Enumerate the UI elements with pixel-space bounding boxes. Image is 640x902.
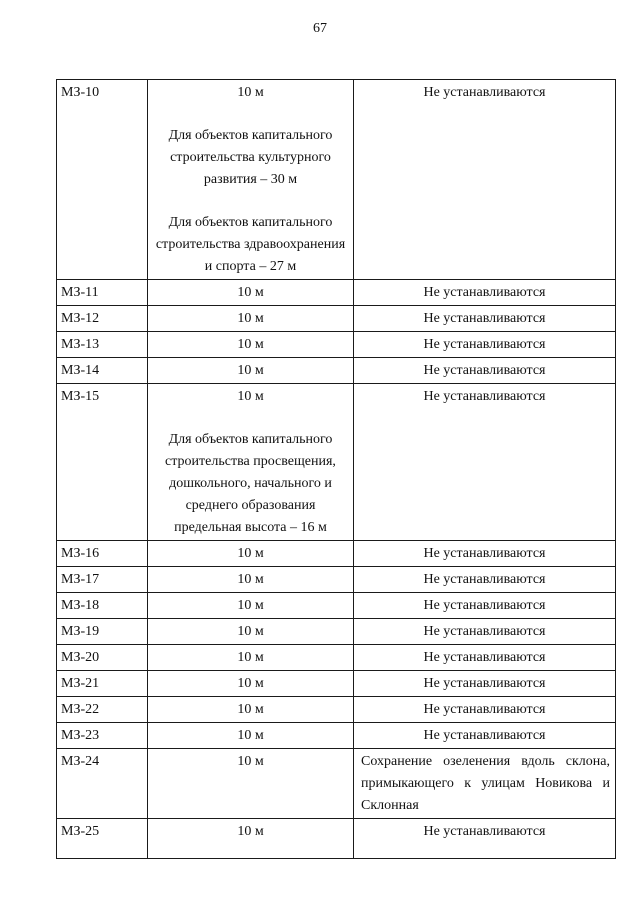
zone-code: МЗ-14 xyxy=(57,358,148,384)
max-height: 10 м xyxy=(148,749,354,819)
table-row xyxy=(57,384,616,541)
zone-code: МЗ-18 xyxy=(57,593,148,619)
max-height: 10 м xyxy=(148,723,354,749)
restriction-cell: Не устанавливаются xyxy=(354,645,616,671)
height-note: Для объектов капитального строительства просвещения, дошкольного, начального и среднего образования предельная высота – 16 м xyxy=(165,432,336,535)
table-row xyxy=(57,541,616,567)
zone-code: МЗ-23 xyxy=(57,723,148,749)
restriction-cell: Не устанавливаются xyxy=(354,541,616,567)
max-height: 10 м xyxy=(148,819,354,859)
restriction-cell: Сохранение озеленения вдоль склона, примыкающего к улицам Новикова и Склонная xyxy=(354,749,616,819)
restriction-cell: Не устанавливаются xyxy=(354,567,616,593)
restriction-cell: Не устанавливаются xyxy=(354,697,616,723)
table-row xyxy=(57,819,616,859)
table-row xyxy=(57,749,616,819)
max-height: 10 м xyxy=(148,280,354,306)
zone-code: МЗ-25 xyxy=(57,819,148,859)
max-height: 10 м xyxy=(148,619,354,645)
zone-code: МЗ-20 xyxy=(57,645,148,671)
max-height: 10 м xyxy=(148,332,354,358)
max-height: 10 м xyxy=(148,593,354,619)
max-height: 10 м xyxy=(148,645,354,671)
zone-code: МЗ-16 xyxy=(57,541,148,567)
height-cell xyxy=(148,384,354,541)
table-row xyxy=(57,645,616,671)
table-row xyxy=(57,697,616,723)
max-height: 10 м xyxy=(148,541,354,567)
restriction-cell: Не устанавливаются xyxy=(354,306,616,332)
table-row xyxy=(57,723,616,749)
zone-code: МЗ-24 xyxy=(57,749,148,819)
restriction-cell: Не устанавливаются xyxy=(354,80,616,280)
table-row xyxy=(57,619,616,645)
zone-code: МЗ-11 xyxy=(57,280,148,306)
restriction-cell: Не устанавливаются xyxy=(354,619,616,645)
restriction-cell: Не устанавливаются xyxy=(354,332,616,358)
zone-code: МЗ-21 xyxy=(57,671,148,697)
max-height: 10 м xyxy=(148,671,354,697)
restriction-cell: Не устанавливаются xyxy=(354,358,616,384)
zone-code: МЗ-12 xyxy=(57,306,148,332)
restriction-cell: Не устанавливаются xyxy=(354,593,616,619)
height-cell xyxy=(148,80,354,280)
table-row xyxy=(57,671,616,697)
table-row xyxy=(57,332,616,358)
max-height: 10 м xyxy=(148,567,354,593)
height-note: Для объектов капитального строительства здравоохранения и спорта – 27 м xyxy=(155,215,346,274)
zone-code: МЗ-22 xyxy=(57,697,148,723)
max-height: 10 м xyxy=(148,358,354,384)
page-number: 67 xyxy=(313,21,327,36)
table-row xyxy=(57,593,616,619)
table-row xyxy=(57,567,616,593)
max-height: 10 м xyxy=(148,697,354,723)
restriction-cell: Не устанавливаются xyxy=(354,671,616,697)
zone-regulations-table xyxy=(56,79,616,859)
max-height: 10 м xyxy=(237,389,264,404)
restriction-cell: Не устанавливаются xyxy=(354,723,616,749)
height-note: Для объектов капитального строительства культурного развития – 30 м xyxy=(168,128,333,187)
table-row xyxy=(57,306,616,332)
zone-code: МЗ-15 xyxy=(57,384,148,541)
zone-code: МЗ-10 xyxy=(57,80,148,280)
zone-code: МЗ-19 xyxy=(57,619,148,645)
restriction-cell: Не устанавливаются xyxy=(354,819,616,859)
zone-code: МЗ-17 xyxy=(57,567,148,593)
table-row xyxy=(57,358,616,384)
restriction-cell: Не устанавливаются xyxy=(354,384,616,541)
max-height: 10 м xyxy=(148,306,354,332)
table-row xyxy=(57,80,616,280)
restriction-cell: Не устанавливаются xyxy=(354,280,616,306)
max-height: 10 м xyxy=(237,85,264,100)
zone-code: МЗ-13 xyxy=(57,332,148,358)
table-row xyxy=(57,280,616,306)
